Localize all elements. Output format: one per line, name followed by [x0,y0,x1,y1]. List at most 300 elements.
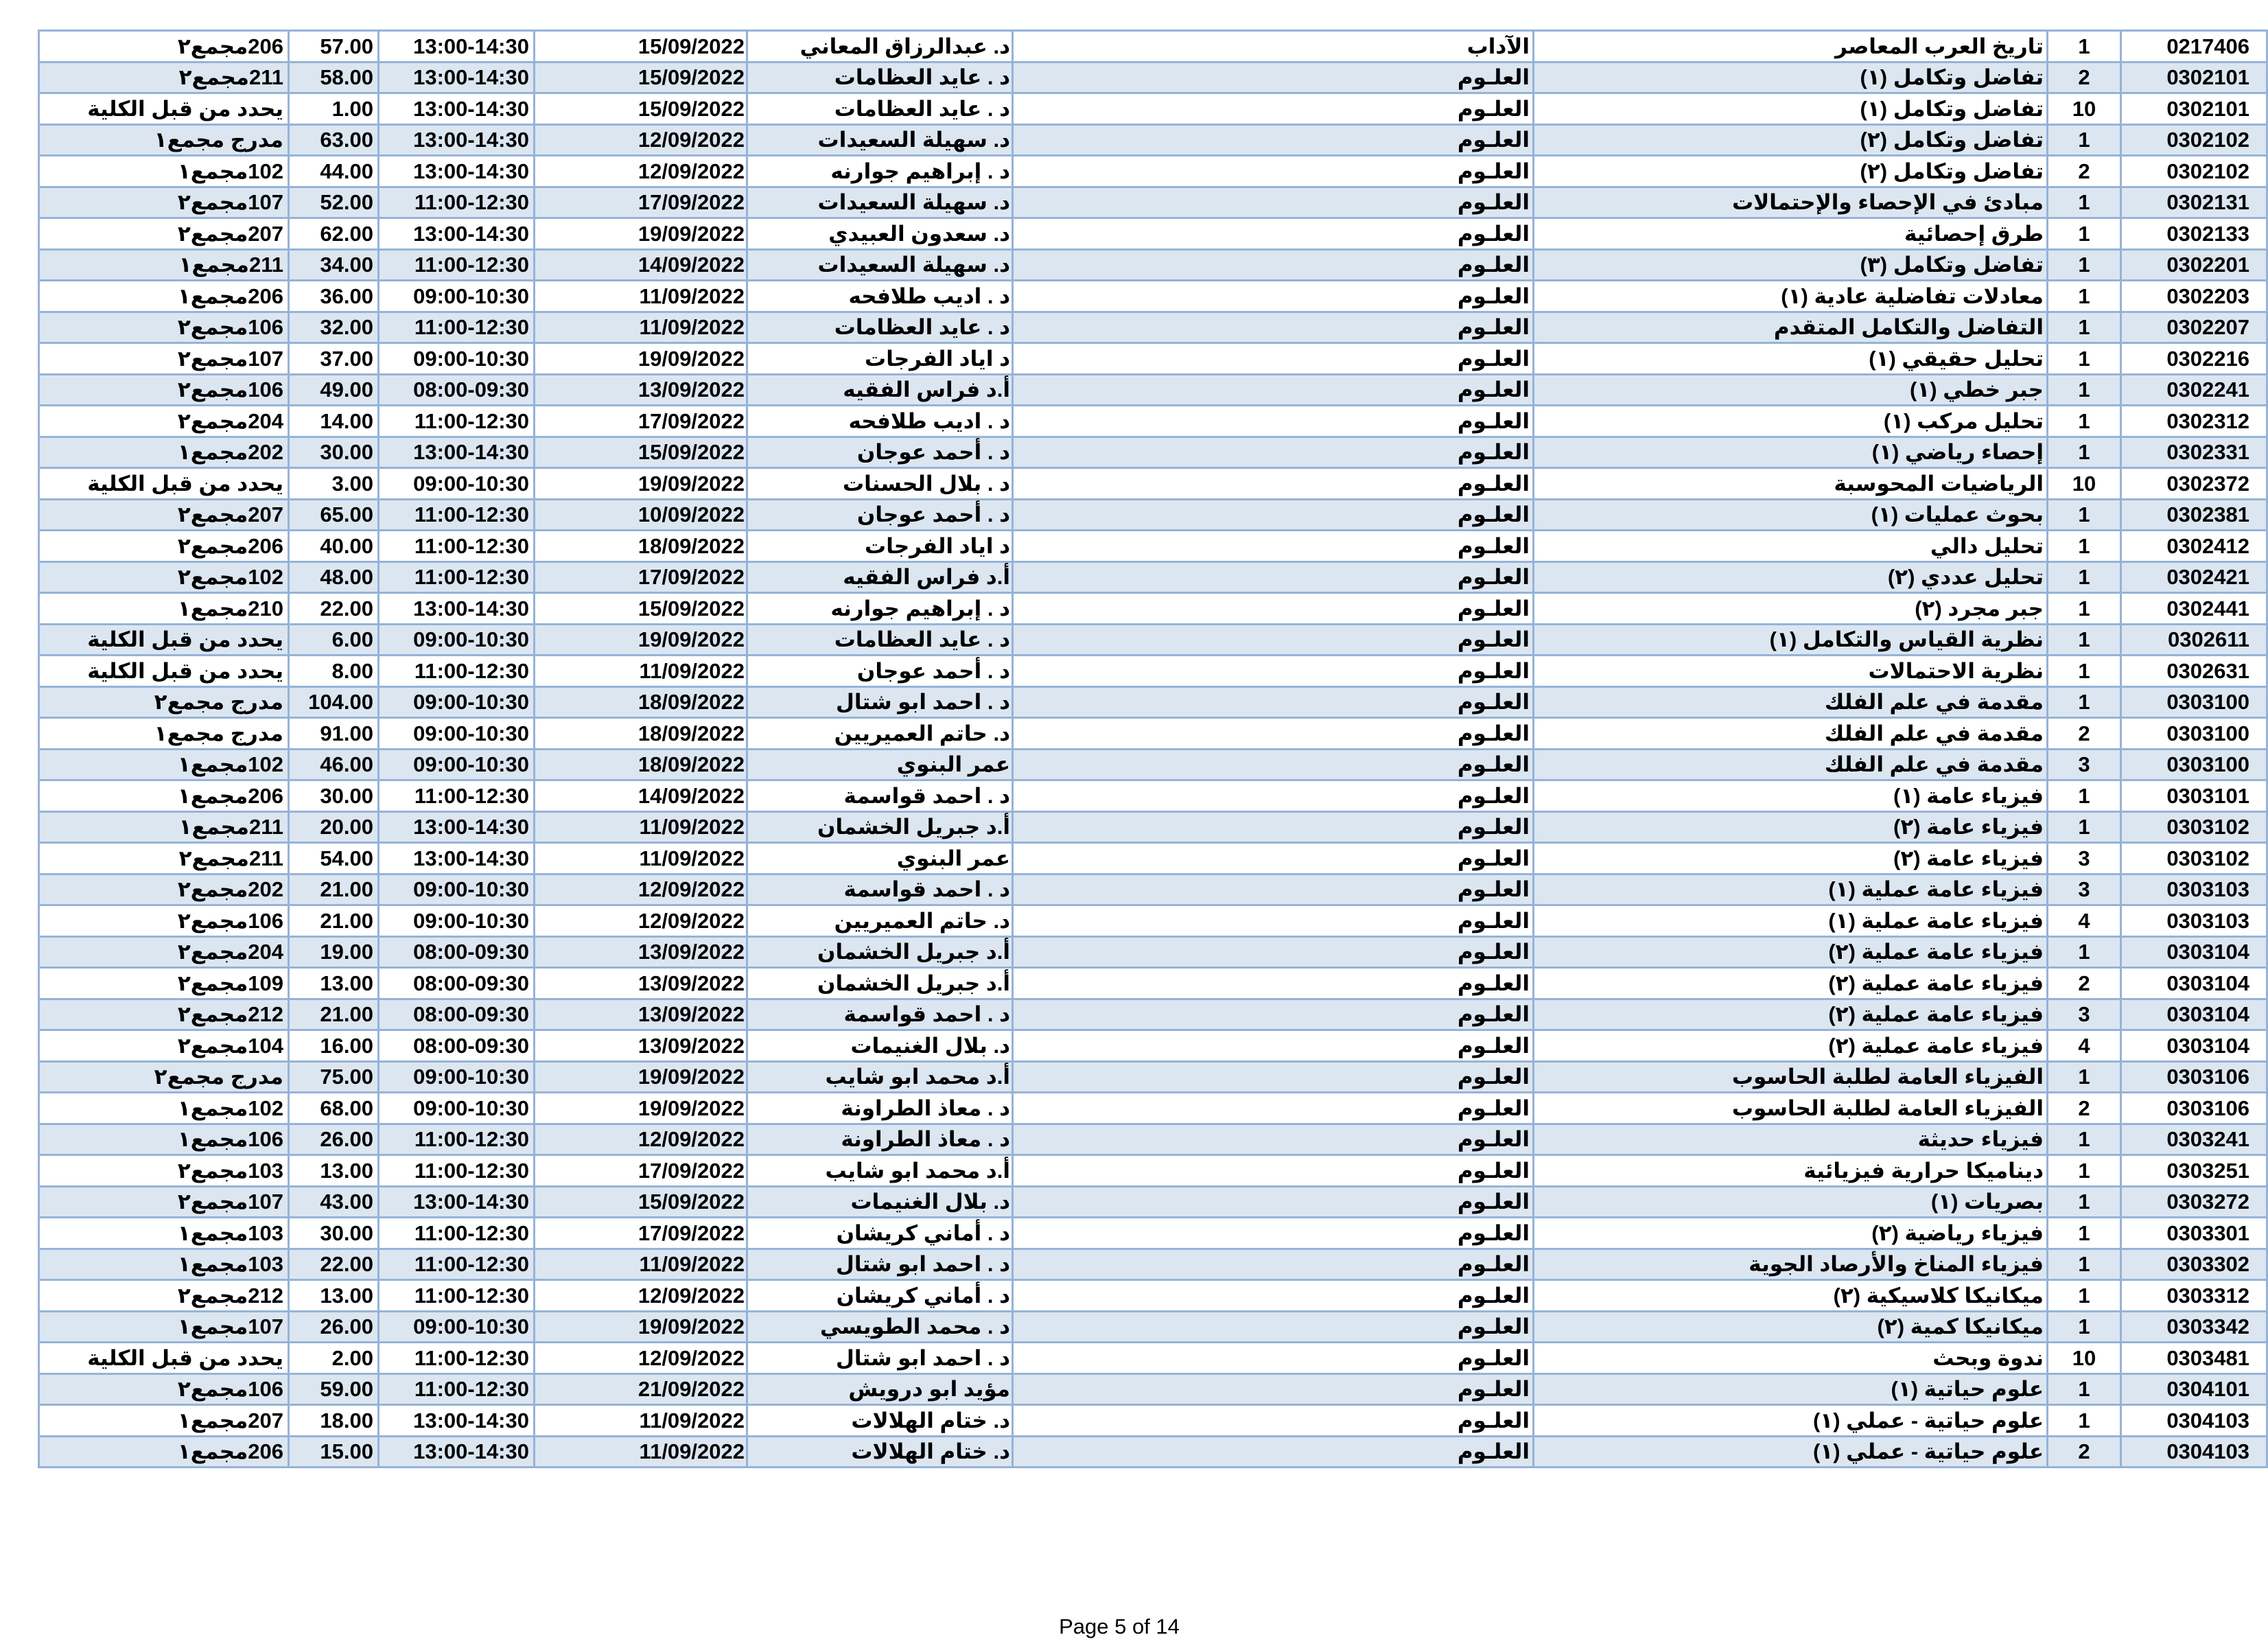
table-row [39,1061,2267,1093]
instructor-cell: د . أحمد عوجان [747,656,1013,687]
date-cell: 17/09/2022 [535,1218,747,1249]
instructor-cell: د . أحمد عوجان [747,499,1013,531]
course-code-cell: 0302631 [2121,656,2267,687]
time-cell: 13:00-14:30 [379,437,535,468]
table-row [39,686,2267,718]
course-name-cell: علوم حياتية - عملي (١) [1534,1405,2048,1437]
student-count-cell: 8.00 [289,656,379,687]
table-row [39,1373,2267,1405]
course-code-cell: 0303251 [2121,1155,2267,1187]
section-cell: 2 [2048,1436,2121,1468]
course-name-cell: تحليل عددي (٢) [1534,561,2048,593]
room-cell: 103مجمع١ [39,1249,289,1280]
instructor-cell: د. سعدون العبيدي [747,218,1013,250]
room-cell: 104مجمع٢ [39,1030,289,1062]
section-cell: 2 [2048,1093,2121,1124]
time-cell: 11:00-12:30 [379,406,535,437]
instructor-cell: د. حاتم العميريين [747,718,1013,750]
course-code-cell: 0303103 [2121,874,2267,905]
course-name-cell: طرق إحصائية [1534,218,2048,250]
date-cell: 13/09/2022 [535,968,747,999]
faculty-cell: العلـوم [1013,374,1534,406]
table-row [39,374,2267,406]
course-name-cell: فيزياء عامة (٢) [1534,811,2048,843]
room-cell: 206مجمع١ [39,281,289,312]
table-row [39,531,2267,562]
date-cell: 19/09/2022 [535,218,747,250]
table-row [39,406,2267,437]
student-count-cell: 21.00 [289,999,379,1030]
date-cell: 10/09/2022 [535,499,747,531]
time-cell: 13:00-14:30 [379,62,535,93]
section-cell: 10 [2048,93,2121,125]
time-cell: 09:00-10:30 [379,468,535,500]
course-name-cell: تحليل دالي [1534,531,2048,562]
faculty-cell: العلـوم [1013,93,1534,125]
table-row [39,1186,2267,1218]
course-name-cell: فيزياء عامة عملية (٢) [1534,968,2048,999]
course-name-cell: مقدمة في علم الفلك [1534,718,2048,750]
course-code-cell: 0303104 [2121,968,2267,999]
time-cell: 13:00-14:30 [379,31,535,62]
faculty-cell: العلـوم [1013,843,1534,874]
faculty-cell: العلـوم [1013,1343,1534,1374]
time-cell: 13:00-14:30 [379,93,535,125]
course-code-cell: 0302101 [2121,62,2267,93]
instructor-cell: د . أماني كريشان [747,1280,1013,1312]
faculty-cell: العلـوم [1013,1124,1534,1155]
date-cell: 14/09/2022 [535,249,747,281]
table-row [39,1030,2267,1062]
time-cell: 13:00-14:30 [379,843,535,874]
course-name-cell: تفاضل وتكامل (٣) [1534,249,2048,281]
room-cell: 207مجمع٢ [39,499,289,531]
room-cell: 204مجمع٢ [39,406,289,437]
room-cell: يحدد من قبل الكلية [39,624,289,656]
section-cell: 1 [2048,124,2121,156]
table-row [39,968,2267,999]
student-count-cell: 58.00 [289,62,379,93]
time-cell: 09:00-10:30 [379,874,535,905]
section-cell: 2 [2048,718,2121,750]
course-code-cell: 0302381 [2121,499,2267,531]
course-name-cell: مقدمة في علم الفلك [1534,749,2048,780]
faculty-cell: العلـوم [1013,312,1534,343]
date-cell: 13/09/2022 [535,374,747,406]
table-row [39,1343,2267,1374]
faculty-cell: الآداب [1013,31,1534,62]
student-count-cell: 52.00 [289,187,379,218]
time-cell: 08:00-09:30 [379,936,535,968]
table-row [39,780,2267,812]
exam-schedule-table [38,30,2268,1468]
date-cell: 19/09/2022 [535,1061,747,1093]
time-cell: 11:00-12:30 [379,249,535,281]
course-code-cell: 0303104 [2121,936,2267,968]
course-name-cell: علوم حياتية - عملي (١) [1534,1436,2048,1468]
student-count-cell: 13.00 [289,1280,379,1312]
instructor-cell: د. بلال الغنيمات [747,1030,1013,1062]
faculty-cell: العلـوم [1013,1311,1534,1343]
room-cell: 109مجمع٢ [39,968,289,999]
course-name-cell: ندوة وبحث [1534,1343,2048,1374]
time-cell: 09:00-10:30 [379,749,535,780]
time-cell: 08:00-09:30 [379,1030,535,1062]
instructor-cell: د . بلال الحسنات [747,468,1013,500]
time-cell: 11:00-12:30 [379,1155,535,1187]
faculty-cell: العلـوم [1013,1061,1534,1093]
room-cell: 106مجمع٢ [39,905,289,937]
faculty-cell: العلـوم [1013,499,1534,531]
course-code-cell: 0303301 [2121,1218,2267,1249]
instructor-cell: د . احمد ابو شتال [747,1249,1013,1280]
student-count-cell: 22.00 [289,1249,379,1280]
student-count-cell: 104.00 [289,686,379,718]
student-count-cell: 30.00 [289,437,379,468]
table-row [39,656,2267,687]
section-cell: 1 [2048,187,2121,218]
instructor-cell: د . عايد العظامات [747,624,1013,656]
date-cell: 12/09/2022 [535,124,747,156]
faculty-cell: العلـوم [1013,999,1534,1030]
course-name-cell: فيزياء حديثة [1534,1124,2048,1155]
date-cell: 13/09/2022 [535,999,747,1030]
course-code-cell: 0302203 [2121,281,2267,312]
time-cell: 13:00-14:30 [379,811,535,843]
student-count-cell: 26.00 [289,1311,379,1343]
faculty-cell: العلـوم [1013,1280,1534,1312]
course-name-cell: تفاضل وتكامل (٢) [1534,156,2048,187]
student-count-cell: 40.00 [289,531,379,562]
date-cell: 15/09/2022 [535,437,747,468]
student-count-cell: 3.00 [289,468,379,500]
date-cell: 18/09/2022 [535,749,747,780]
instructor-cell: د. سهيلة السعيدات [747,124,1013,156]
table-row [39,343,2267,375]
date-cell: 18/09/2022 [535,718,747,750]
instructor-cell: د . أماني كريشان [747,1218,1013,1249]
table-row [39,31,2267,62]
table-body [39,31,2267,1468]
instructor-cell: د اياد الفرجات [747,343,1013,375]
table-row [39,905,2267,937]
section-cell: 2 [2048,62,2121,93]
time-cell: 09:00-10:30 [379,343,535,375]
faculty-cell: العلـوم [1013,624,1534,656]
time-cell: 08:00-09:30 [379,374,535,406]
date-cell: 19/09/2022 [535,1093,747,1124]
course-code-cell: 0302131 [2121,187,2267,218]
course-code-cell: 0303481 [2121,1343,2267,1374]
table-row [39,312,2267,343]
course-code-cell: 0303312 [2121,1280,2267,1312]
table-row [39,874,2267,905]
table-row [39,1155,2267,1187]
course-name-cell: مقدمة في علم الفلك [1534,686,2048,718]
room-cell: 206مجمع١ [39,780,289,812]
section-cell: 1 [2048,686,2121,718]
table-row [39,62,2267,93]
instructor-cell: د . احمد ابو شتال [747,686,1013,718]
student-count-cell: 57.00 [289,31,379,62]
room-cell: يحدد من قبل الكلية [39,468,289,500]
date-cell: 19/09/2022 [535,1311,747,1343]
student-count-cell: 37.00 [289,343,379,375]
course-name-cell: الرياضيات المحوسبة [1534,468,2048,500]
date-cell: 15/09/2022 [535,1186,747,1218]
time-cell: 09:00-10:30 [379,624,535,656]
faculty-cell: العلـوم [1013,593,1534,625]
course-code-cell: 0302611 [2121,624,2267,656]
page-number: Page 5 of 14 [1059,1614,1180,1638]
course-code-cell: 0303272 [2121,1186,2267,1218]
section-cell: 10 [2048,1343,2121,1374]
table-row [39,749,2267,780]
time-cell: 08:00-09:30 [379,968,535,999]
date-cell: 19/09/2022 [535,343,747,375]
section-cell: 1 [2048,1249,2121,1280]
room-cell: 206مجمع٢ [39,531,289,562]
table-row [39,1405,2267,1437]
course-code-cell: 0303104 [2121,1030,2267,1062]
time-cell: 13:00-14:30 [379,1186,535,1218]
course-code-cell: 0302372 [2121,468,2267,500]
date-cell: 21/09/2022 [535,1373,747,1405]
faculty-cell: العلـوم [1013,406,1534,437]
student-count-cell: 16.00 [289,1030,379,1062]
room-cell: 102مجمع٢ [39,561,289,593]
faculty-cell: العلـوم [1013,1093,1534,1124]
time-cell: 09:00-10:30 [379,1061,535,1093]
instructor-cell: د . إبراهيم جوارنه [747,156,1013,187]
date-cell: 17/09/2022 [535,406,747,437]
course-name-cell: تفاضل وتكامل (١) [1534,93,2048,125]
section-cell: 2 [2048,156,2121,187]
section-cell: 1 [2048,531,2121,562]
table-row [39,1311,2267,1343]
time-cell: 11:00-12:30 [379,1124,535,1155]
date-cell: 13/09/2022 [535,936,747,968]
course-name-cell: فيزياء عامة عملية (١) [1534,905,2048,937]
section-cell: 1 [2048,593,2121,625]
room-cell: 107مجمع٢ [39,343,289,375]
room-cell: 211مجمع١ [39,811,289,843]
time-cell: 09:00-10:30 [379,1311,535,1343]
course-code-cell: 0302312 [2121,406,2267,437]
faculty-cell: العلـوم [1013,343,1534,375]
room-cell: 212مجمع٢ [39,1280,289,1312]
room-cell: 107مجمع٢ [39,1186,289,1218]
faculty-cell: العلـوم [1013,156,1534,187]
room-cell: 103مجمع٢ [39,1155,289,1187]
faculty-cell: العلـوم [1013,718,1534,750]
course-name-cell: علوم حياتية (١) [1534,1373,2048,1405]
course-name-cell: فيزياء عامة عملية (٢) [1534,936,2048,968]
course-code-cell: 0302201 [2121,249,2267,281]
course-name-cell: نظرية القياس والتكامل (١) [1534,624,2048,656]
course-name-cell: فيزياء المناخ والأرصاد الجوية [1534,1249,2048,1280]
student-count-cell: 63.00 [289,124,379,156]
room-cell: 106مجمع٢ [39,1373,289,1405]
student-count-cell: 13.00 [289,968,379,999]
student-count-cell: 15.00 [289,1436,379,1468]
date-cell: 19/09/2022 [535,624,747,656]
date-cell: 11/09/2022 [535,1405,747,1437]
instructor-cell: د. ختام الهلالات [747,1405,1013,1437]
table-row [39,156,2267,187]
course-code-cell: 0303106 [2121,1061,2267,1093]
course-name-cell: تفاضل وتكامل (٢) [1534,124,2048,156]
section-cell: 1 [2048,406,2121,437]
room-cell: 107مجمع٢ [39,187,289,218]
time-cell: 11:00-12:30 [379,561,535,593]
instructor-cell: د . اديب طلافحه [747,281,1013,312]
course-name-cell: تفاضل وتكامل (١) [1534,62,2048,93]
section-cell: 1 [2048,1405,2121,1437]
course-code-cell: 0302441 [2121,593,2267,625]
instructor-cell: أ.د فراس الفقيه [747,374,1013,406]
student-count-cell: 43.00 [289,1186,379,1218]
time-cell: 13:00-14:30 [379,593,535,625]
student-count-cell: 32.00 [289,312,379,343]
section-cell: 1 [2048,1280,2121,1312]
faculty-cell: العلـوم [1013,1186,1534,1218]
course-name-cell: التفاضل والتكامل المتقدم [1534,312,2048,343]
course-name-cell: فيزياء عامة عملية (٢) [1534,999,2048,1030]
course-name-cell: إحصاء رياضي (١) [1534,437,2048,468]
course-code-cell: 0302102 [2121,156,2267,187]
date-cell: 12/09/2022 [535,1124,747,1155]
section-cell: 1 [2048,936,2121,968]
room-cell: 211مجمع٢ [39,843,289,874]
table-row [39,843,2267,874]
table-row [39,1280,2267,1312]
course-name-cell: فيزياء رياضية (٢) [1534,1218,2048,1249]
table-row [39,624,2267,656]
instructor-cell: د. عبدالرزاق المعاني [747,31,1013,62]
faculty-cell: العلـوم [1013,1249,1534,1280]
date-cell: 12/09/2022 [535,1343,747,1374]
faculty-cell: العلـوم [1013,968,1534,999]
course-code-cell: 0303100 [2121,718,2267,750]
faculty-cell: العلـوم [1013,1405,1534,1437]
course-code-cell: 0302133 [2121,218,2267,250]
section-cell: 3 [2048,999,2121,1030]
date-cell: 11/09/2022 [535,281,747,312]
room-cell: مدرج مجمع٢ [39,1061,289,1093]
instructor-cell: د . أحمد عوجان [747,437,1013,468]
course-name-cell: ديناميكا حرارية فيزيائية [1534,1155,2048,1187]
section-cell: 1 [2048,218,2121,250]
room-cell: 107مجمع١ [39,1311,289,1343]
instructor-cell: د . احمد قواسمة [747,780,1013,812]
room-cell: 207مجمع١ [39,1405,289,1437]
student-count-cell: 75.00 [289,1061,379,1093]
room-cell: مدرج مجمع١ [39,718,289,750]
faculty-cell: العلـوم [1013,218,1534,250]
faculty-cell: العلـوم [1013,749,1534,780]
instructor-cell: د . احمد قواسمة [747,999,1013,1030]
table-row [39,281,2267,312]
faculty-cell: العلـوم [1013,531,1534,562]
table-row [39,718,2267,750]
instructor-cell: أ.د جبريل الخشمان [747,968,1013,999]
date-cell: 11/09/2022 [535,811,747,843]
table-row [39,1124,2267,1155]
room-cell: 106مجمع١ [39,1124,289,1155]
faculty-cell: العلـوم [1013,1030,1534,1062]
date-cell: 18/09/2022 [535,686,747,718]
course-code-cell: 0303342 [2121,1311,2267,1343]
room-cell: يحدد من قبل الكلية [39,1343,289,1374]
course-code-cell: 0304103 [2121,1436,2267,1468]
date-cell: 12/09/2022 [535,156,747,187]
student-count-cell: 30.00 [289,780,379,812]
faculty-cell: العلـوم [1013,281,1534,312]
room-cell: 102مجمع١ [39,1093,289,1124]
instructor-cell: أ.د جبريل الخشمان [747,811,1013,843]
section-cell: 3 [2048,749,2121,780]
course-code-cell: 0303101 [2121,780,2267,812]
time-cell: 09:00-10:30 [379,718,535,750]
course-name-cell: بصريات (١) [1534,1186,2048,1218]
instructor-cell: أ.د جبريل الخشمان [747,936,1013,968]
time-cell: 11:00-12:30 [379,780,535,812]
table-row [39,1218,2267,1249]
student-count-cell: 20.00 [289,811,379,843]
room-cell: 206مجمع١ [39,1436,289,1468]
student-count-cell: 36.00 [289,281,379,312]
time-cell: 11:00-12:30 [379,1249,535,1280]
instructor-cell: د. ختام الهلالات [747,1436,1013,1468]
faculty-cell: العلـوم [1013,905,1534,937]
course-name-cell: فيزياء عامة (١) [1534,780,2048,812]
room-cell: 102مجمع١ [39,156,289,187]
date-cell: 11/09/2022 [535,312,747,343]
course-name-cell: تحليل حقيقي (١) [1534,343,2048,375]
instructor-cell: د . معاذ الطراونة [747,1093,1013,1124]
faculty-cell: العلـوم [1013,1436,1534,1468]
student-count-cell: 21.00 [289,905,379,937]
course-name-cell: تاريخ العرب المعاصر [1534,31,2048,62]
section-cell: 1 [2048,1186,2121,1218]
faculty-cell: العلـوم [1013,780,1534,812]
table-row [39,999,2267,1030]
course-code-cell: 0302412 [2121,531,2267,562]
course-code-cell: 0302331 [2121,437,2267,468]
course-code-cell: 0302241 [2121,374,2267,406]
faculty-cell: العلـوم [1013,249,1534,281]
date-cell: 11/09/2022 [535,656,747,687]
section-cell: 3 [2048,874,2121,905]
date-cell: 11/09/2022 [535,1249,747,1280]
section-cell: 2 [2048,968,2121,999]
instructor-cell: د . معاذ الطراونة [747,1124,1013,1155]
instructor-cell: د . عايد العظامات [747,62,1013,93]
table-row [39,1249,2267,1280]
table-row [39,499,2267,531]
course-code-cell: 0304101 [2121,1373,2267,1405]
date-cell: 17/09/2022 [535,1155,747,1187]
course-code-cell: 0302207 [2121,312,2267,343]
student-count-cell: 44.00 [289,156,379,187]
time-cell: 11:00-12:30 [379,1343,535,1374]
student-count-cell: 34.00 [289,249,379,281]
section-cell: 1 [2048,31,2121,62]
table-row [39,187,2267,218]
course-name-cell: جبر خطي (١) [1534,374,2048,406]
instructor-cell: د اياد الفرجات [747,531,1013,562]
